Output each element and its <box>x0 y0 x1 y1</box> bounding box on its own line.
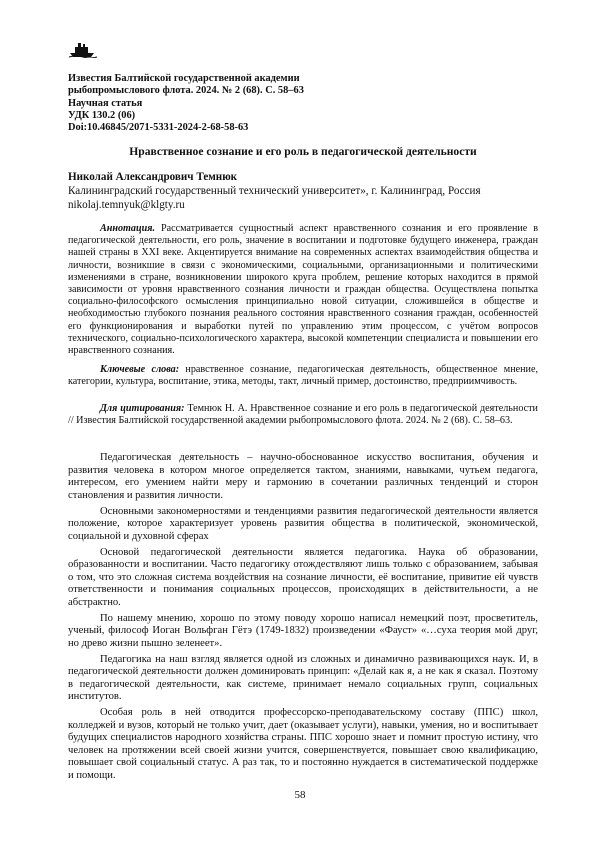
header-article-type: Научная статья <box>68 97 143 109</box>
keywords-label: Ключевые слова: <box>100 364 180 375</box>
header-doi: Doi:10.46845/2071-5331-2024-2-68-58-63 <box>68 122 249 134</box>
page-number: 58 <box>294 789 306 801</box>
keywords <box>68 364 538 388</box>
body-paragraph: Педагогика на наш взгляд является одной из сложных и динамично развивающихся наук. И, в педагогической деятельности должен доминировать принцип: «Делай как я, а не как я сказал. Поэтому в педагогической деятельности, как системе, принимает немало социальных групп, социальных институтов. <box>68 653 538 702</box>
body-paragraph: Особая роль в ней отводится профессорско-преподавательскому составу (ППС) школ, колледжей и вузов, который не только учит, дает (оказывает услуги), навыки, умения, но и воспитывает будущих специалистов народного хозяйства страны. ППС хорошо знает и помнит простую истину, что человек на протяжении всей своей жизни учится, совершенствуется, повышает свою квалификацию, повышает свой социальный статус. А раз так, то и постоянно нуждается в систематической поддержке и помощи. <box>68 707 538 781</box>
citation-text: Темнюк Н. А. Нравственное сознание и его роль в педагогической деятельности // Известия Балтийской государственной академии рыбопромыслового флота. 2024. № 2 (68). С. 58–63. <box>68 403 538 427</box>
body-paragraph: По нашему мнению, хорошо по этому поводу хорошо написал немецкий поэт, просветитель, ученый, философ Иоган Вольфган Гётэ (1749-1832) произведении «Фауст» «…суха теория мой друг, но древо жизни пышно зеленеет». <box>68 612 538 649</box>
journal-header <box>68 73 538 134</box>
keywords-text: нравственное сознание, педагогическая деятельность, общественное мнение, категории, культура, воспитание, этика, методы, такт, личный пример, достоинство, предприимчивость. <box>68 364 538 388</box>
abstract-label: Аннотация. <box>100 223 156 234</box>
body-paragraph: Педагогическая деятельность – научно-обоснованное искусство воспитания, обучения и развития человека в котором многое определяется тактом, знаниями, навыками, чутьем педагога, интересом, его умением найти меру и гармонию в сочетании различных тенденций и сторон становления и развития личности. <box>68 452 538 501</box>
citation <box>68 403 538 427</box>
ship-logo-icon <box>68 40 98 58</box>
body-paragraph: Основными закономерностями и тенденциями развития педагогической деятельности является положение, которое характеризует уровень развития общества в политической, экономической, социальной и духовной сферах <box>68 505 538 542</box>
citation-label: Для цитирования: <box>100 403 185 414</box>
header-journal-line-1: Известия Балтийской государственной академии <box>68 73 300 84</box>
article-body <box>68 452 538 786</box>
header-journal-line-2: рыбопромыслового флота. 2024. № 2 (68). С. 58–63 <box>68 85 304 97</box>
author-name: Николай Александрович Темнюк <box>68 171 238 183</box>
abstract <box>68 223 538 357</box>
author-block <box>68 170 538 212</box>
abstract-text: Рассматривается сущностный аспект нравственного сознания и его проявление в педагогической деятельности, его роль, значение в воспитании и подготовке будущего инженера, граждан нашей страны в XXI веке. Акцентируется внимание на современных аспектах взаимодействия общества и личности, возникшие в связи с экономическими, социальными, организационными и политическими изменениями в стране, возникновении широкого круга проблем, решение которых находится в прямой зависимости от уровня нравственного сознания личности и граждан общества. Осуществлена попытка социально-философского осмысления принципиально новой ситуации, сложившейся в обществе и необходимостью глубокого познания реального состояния нравственного сознания граждан, особенностей его функционирования и выработки путей по управлению этим процессом, с учётом вопросов технического, социально-психологического характера, высокой компетенции специалиста и повышении его нравственного сознания. <box>68 223 538 357</box>
author-email[interactable]: nikolaj.temnyuk@klgty.ru <box>68 199 185 211</box>
author-affiliation: Калининградский государственный технический университет», г. Калининград, Россия <box>68 185 481 197</box>
header-udc: УДК 130.2 (06) <box>68 109 136 121</box>
article-title: Нравственное сознание и его роль в педагогической деятельности <box>129 145 477 158</box>
body-paragraph: Основой педагогической деятельности является педагогика. Наука об образовании, образованности и воспитании. Часто педагогику отождествляют лишь только с образованием, забывая о том, что это сложная система воздействия на сознание личности, её воспитание, привитие ей чувств ответственности и понимания социальных процессов, происходящих в действительности, а не абстрактно. <box>68 546 538 608</box>
